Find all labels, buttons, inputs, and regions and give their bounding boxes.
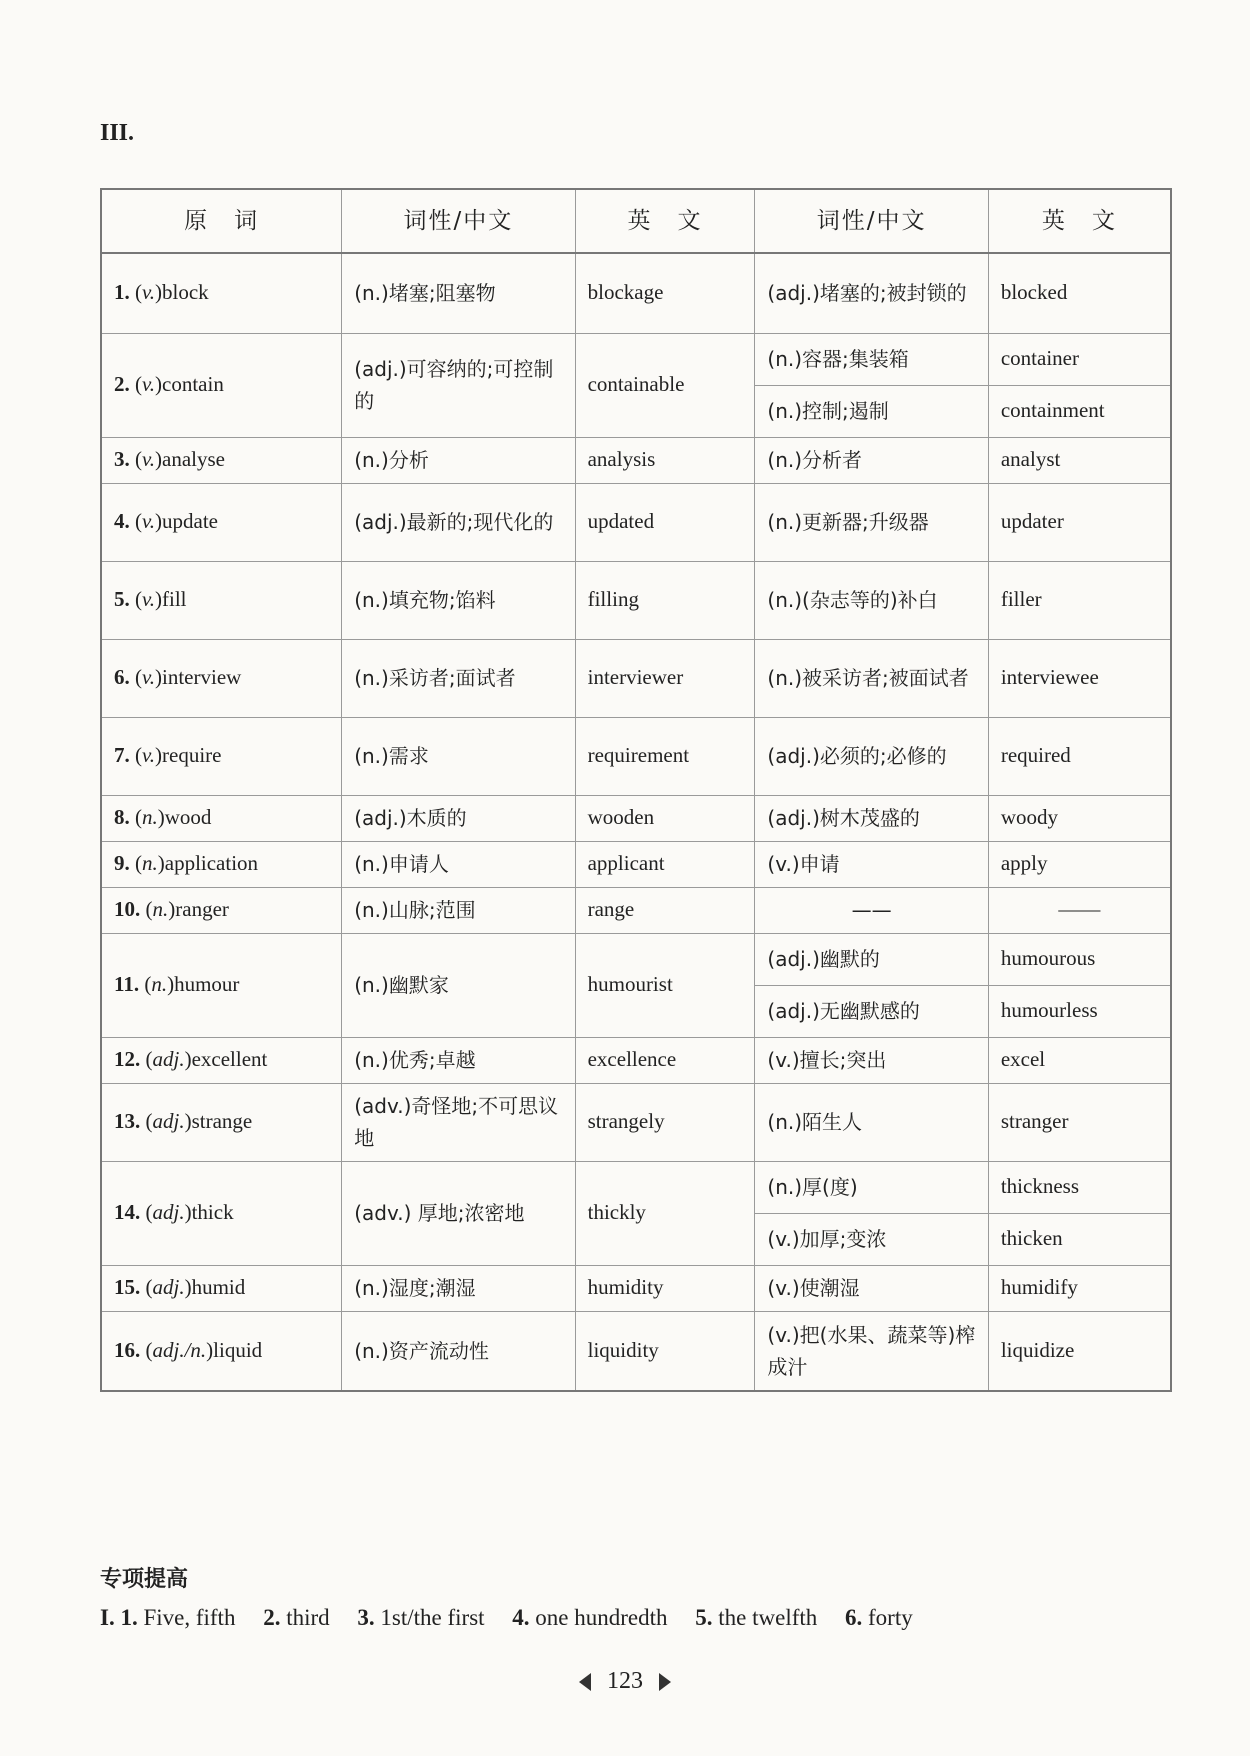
derived-english-cell: blocked [988,253,1171,333]
original-word: humid [191,1275,246,1300]
table-row [101,1311,1171,1391]
table-row [101,1037,1171,1083]
derived-english-cell: interviewee [988,639,1171,717]
derived-pos-chinese-cell: (adj.)树木茂盛的 [755,795,988,841]
derived-english-cell: humourless [988,985,1171,1037]
pos-chinese-cell: (n.)申请人 [342,841,575,887]
row-number: 10. [114,897,141,922]
row-number: 4. [114,509,130,534]
pos-chinese-cell: (n.)填充物;馅料 [342,561,575,639]
answer-text: Five, fifth [143,1605,236,1630]
part-of-speech: adj./n. [152,1337,207,1362]
part-of-speech: v. [142,372,156,397]
page-number: 123 [607,1668,643,1694]
derived-english-cell: humidify [988,1265,1171,1311]
part-of-speech: v. [142,447,156,472]
derived-english-cell: required [988,717,1171,795]
header-pos-chinese-1: 词性/中文 [342,189,575,253]
original-word: update [162,509,218,534]
pos-chinese-cell: (adj.)木质的 [342,795,575,841]
answer-number: 6. [845,1605,863,1630]
derived-pos-chinese-cell: (v.)把(水果、蔬菜等)榨成汁 [755,1311,988,1391]
row-number: 5. [114,587,130,612]
answer-item [120,1605,235,1630]
section-title: III. [100,120,135,146]
answer-text: forty [868,1605,913,1630]
original-word-cell: 16. (adj./n.)liquid [101,1311,342,1391]
row-number: 7. [114,743,130,768]
pos-chinese-cell: (n.)幽默家 [342,933,575,1037]
part-of-speech: adj. [152,1200,185,1225]
part-of-speech: v. [142,665,156,690]
pos-chinese-cell: (n.)需求 [342,717,575,795]
derived-pos-chinese-cell: (n.)厚(度) [755,1161,988,1213]
derived-english-cell: thicken [988,1213,1171,1265]
answer-item [839,1605,912,1630]
derived-pos-chinese-cell: (n.)分析者 [755,437,988,483]
original-word-cell: 14. (adj.)thick [101,1161,342,1265]
original-word-cell: 3. (v.)analyse [101,437,342,483]
table-row [101,1161,1171,1213]
pos-chinese-cell: (n.)资产流动性 [342,1311,575,1391]
table-row [101,437,1171,483]
derived-pos-chinese-cell: —— [755,887,988,933]
row-number: 16. [114,1337,141,1362]
part-of-speech: v. [142,743,156,768]
derived-english-cell: humourous [988,933,1171,985]
pos-chinese-cell: (adj.)可容纳的;可控制的 [342,333,575,437]
row-number: 8. [114,805,130,830]
derived-english-cell: stranger [988,1083,1171,1161]
answer-number: 3. [357,1605,375,1630]
table-row [101,1265,1171,1311]
table-row [101,333,1171,385]
table-row [101,841,1171,887]
derived-pos-chinese-cell: (adj.)幽默的 [755,933,988,985]
english-cell: humourist [575,933,755,1037]
row-number: 15. [114,1275,141,1300]
part-of-speech: adj. [152,1047,185,1072]
answer-item [690,1605,818,1630]
english-cell: requirement [575,717,755,795]
table-row [101,795,1171,841]
table-body [101,253,1171,1391]
derived-pos-chinese-cell: (n.)(杂志等的)补白 [755,561,988,639]
english-cell: range [575,887,755,933]
part-of-speech: v. [142,587,156,612]
derived-pos-chinese-cell: (n.)容器;集装箱 [755,333,988,385]
pos-chinese-cell: (n.)优秀;卓越 [342,1037,575,1083]
derived-pos-chinese-cell: (n.)陌生人 [755,1083,988,1161]
pos-chinese-cell: (n.)采访者;面试者 [342,639,575,717]
row-number: 14. [114,1200,141,1225]
original-word-cell: 8. (n.)wood [101,795,342,841]
original-word: excellent [191,1047,268,1072]
row-number: 2. [114,372,130,397]
answer-number: 4. [512,1605,530,1630]
english-cell: updated [575,483,755,561]
part-of-speech: v. [142,280,156,305]
page-footer [0,1668,1250,1695]
part-of-speech: n. [142,805,158,830]
english-cell: blockage [575,253,755,333]
original-word-cell: 5. (v.)fill [101,561,342,639]
english-cell: interviewer [575,639,755,717]
derived-pos-chinese-cell: (n.)被采访者;被面试者 [755,639,988,717]
derived-pos-chinese-cell: (v.)加厚;变浓 [755,1213,988,1265]
english-cell: thickly [575,1161,755,1265]
table-row [101,933,1171,985]
derived-pos-chinese-cell: (v.)申请 [755,841,988,887]
english-cell: humidity [575,1265,755,1311]
original-word: humour [174,972,240,997]
derived-english-cell: thickness [988,1161,1171,1213]
header-original-word: 原 词 [101,189,342,253]
english-cell: containable [575,333,755,437]
original-word-cell: 9. (n.)application [101,841,342,887]
answer-text: one hundredth [535,1605,668,1630]
table-row [101,253,1171,333]
derived-english-cell: excel [988,1037,1171,1083]
table-row [101,639,1171,717]
header-english-2: 英 文 [988,189,1171,253]
original-word-cell: 12. (adj.)excellent [101,1037,342,1083]
answer-item [352,1605,485,1630]
original-word: contain [162,372,224,397]
original-word: analyse [162,447,225,472]
pos-chinese-cell: (adv.) 厚地;浓密地 [342,1161,575,1265]
pos-chinese-cell: (n.)堵塞;阻塞物 [342,253,575,333]
original-word-cell: 15. (adj.)humid [101,1265,342,1311]
derived-english-cell: container [988,333,1171,385]
answer-text: third [286,1605,330,1630]
pos-chinese-cell: (adv.)奇怪地;不可思议地 [342,1083,575,1161]
answer-number: 1. [120,1605,138,1630]
pos-chinese-cell: (adj.)最新的;现代化的 [342,483,575,561]
derived-pos-chinese-cell: (adj.)堵塞的;被封锁的 [755,253,988,333]
table-row [101,1083,1171,1161]
derived-pos-chinese-cell: (adj.)必须的;必修的 [755,717,988,795]
original-word-cell: 1. (v.)block [101,253,342,333]
table-header-row [101,189,1171,253]
english-cell: liquidity [575,1311,755,1391]
derived-pos-chinese-cell: (v.)使潮湿 [755,1265,988,1311]
original-word: interview [162,665,242,690]
derived-english-cell: liquidize [988,1311,1171,1391]
answer-item [507,1605,668,1630]
answer-item [257,1605,329,1630]
original-word: thick [191,1200,234,1225]
english-cell: wooden [575,795,755,841]
english-cell: filling [575,561,755,639]
row-number: 1. [114,280,130,305]
derived-english-cell: analyst [988,437,1171,483]
pos-chinese-cell: (n.)湿度;潮湿 [342,1265,575,1311]
original-word-cell: 11. (n.)humour [101,933,342,1037]
row-number: 11. [114,972,140,997]
table-row [101,887,1171,933]
table-row [101,561,1171,639]
derived-english-cell: —— [988,887,1171,933]
english-cell: applicant [575,841,755,887]
original-word: wood [164,805,212,830]
part-of-speech: n. [142,851,158,876]
derived-english-cell: updater [988,483,1171,561]
original-word-cell: 6. (v.)interview [101,639,342,717]
derived-pos-chinese-cell: (v.)擅长;突出 [755,1037,988,1083]
original-word: require [162,743,222,768]
original-word-cell: 10. (n.)ranger [101,887,342,933]
derived-pos-chinese-cell: (adj.)无幽默感的 [755,985,988,1037]
derived-english-cell: filler [988,561,1171,639]
original-word: fill [162,587,187,612]
derived-english-cell: apply [988,841,1171,887]
row-number: 6. [114,665,130,690]
answer-items [120,1605,934,1630]
part-of-speech: v. [142,509,156,534]
original-word-cell: 13. (adj.)strange [101,1083,342,1161]
part-of-speech: adj. [152,1109,185,1134]
table-row [101,483,1171,561]
original-word: strange [191,1109,253,1134]
subheading: 专项提高 [100,1567,189,1592]
pos-chinese-cell: (n.)分析 [342,437,575,483]
row-number: 9. [114,851,130,876]
part-of-speech: n. [152,897,169,922]
answer-section-label: I. [100,1605,115,1630]
original-word-cell: 2. (v.)contain [101,333,342,437]
english-cell: strangely [575,1083,755,1161]
original-word: block [162,280,209,305]
answer-number: 5. [695,1605,713,1630]
part-of-speech: n. [151,972,168,997]
derived-english-cell: woody [988,795,1171,841]
next-page-icon[interactable] [659,1673,671,1691]
english-cell: analysis [575,437,755,483]
english-cell: excellence [575,1037,755,1083]
original-word-cell: 7. (v.)require [101,717,342,795]
part-of-speech: adj. [152,1275,185,1300]
prev-page-icon[interactable] [579,1673,591,1691]
row-number: 13. [114,1109,141,1134]
answer-line [100,1605,935,1631]
header-english-1: 英 文 [575,189,755,253]
vocabulary-table [100,188,1172,1392]
answer-text: the twelfth [718,1605,818,1630]
row-number: 3. [114,447,130,472]
original-word: liquid [213,1337,263,1362]
answer-number: 2. [263,1605,281,1630]
derived-english-cell: containment [988,385,1171,437]
pos-chinese-cell: (n.)山脉;范围 [342,887,575,933]
header-pos-chinese-2: 词性/中文 [755,189,988,253]
table-row [101,717,1171,795]
derived-pos-chinese-cell: (n.)更新器;升级器 [755,483,988,561]
derived-pos-chinese-cell: (n.)控制;遏制 [755,385,988,437]
original-word-cell: 4. (v.)update [101,483,342,561]
original-word: ranger [175,897,229,922]
original-word: application [164,851,259,876]
row-number: 12. [114,1047,141,1072]
answer-text: 1st/the first [380,1605,485,1630]
